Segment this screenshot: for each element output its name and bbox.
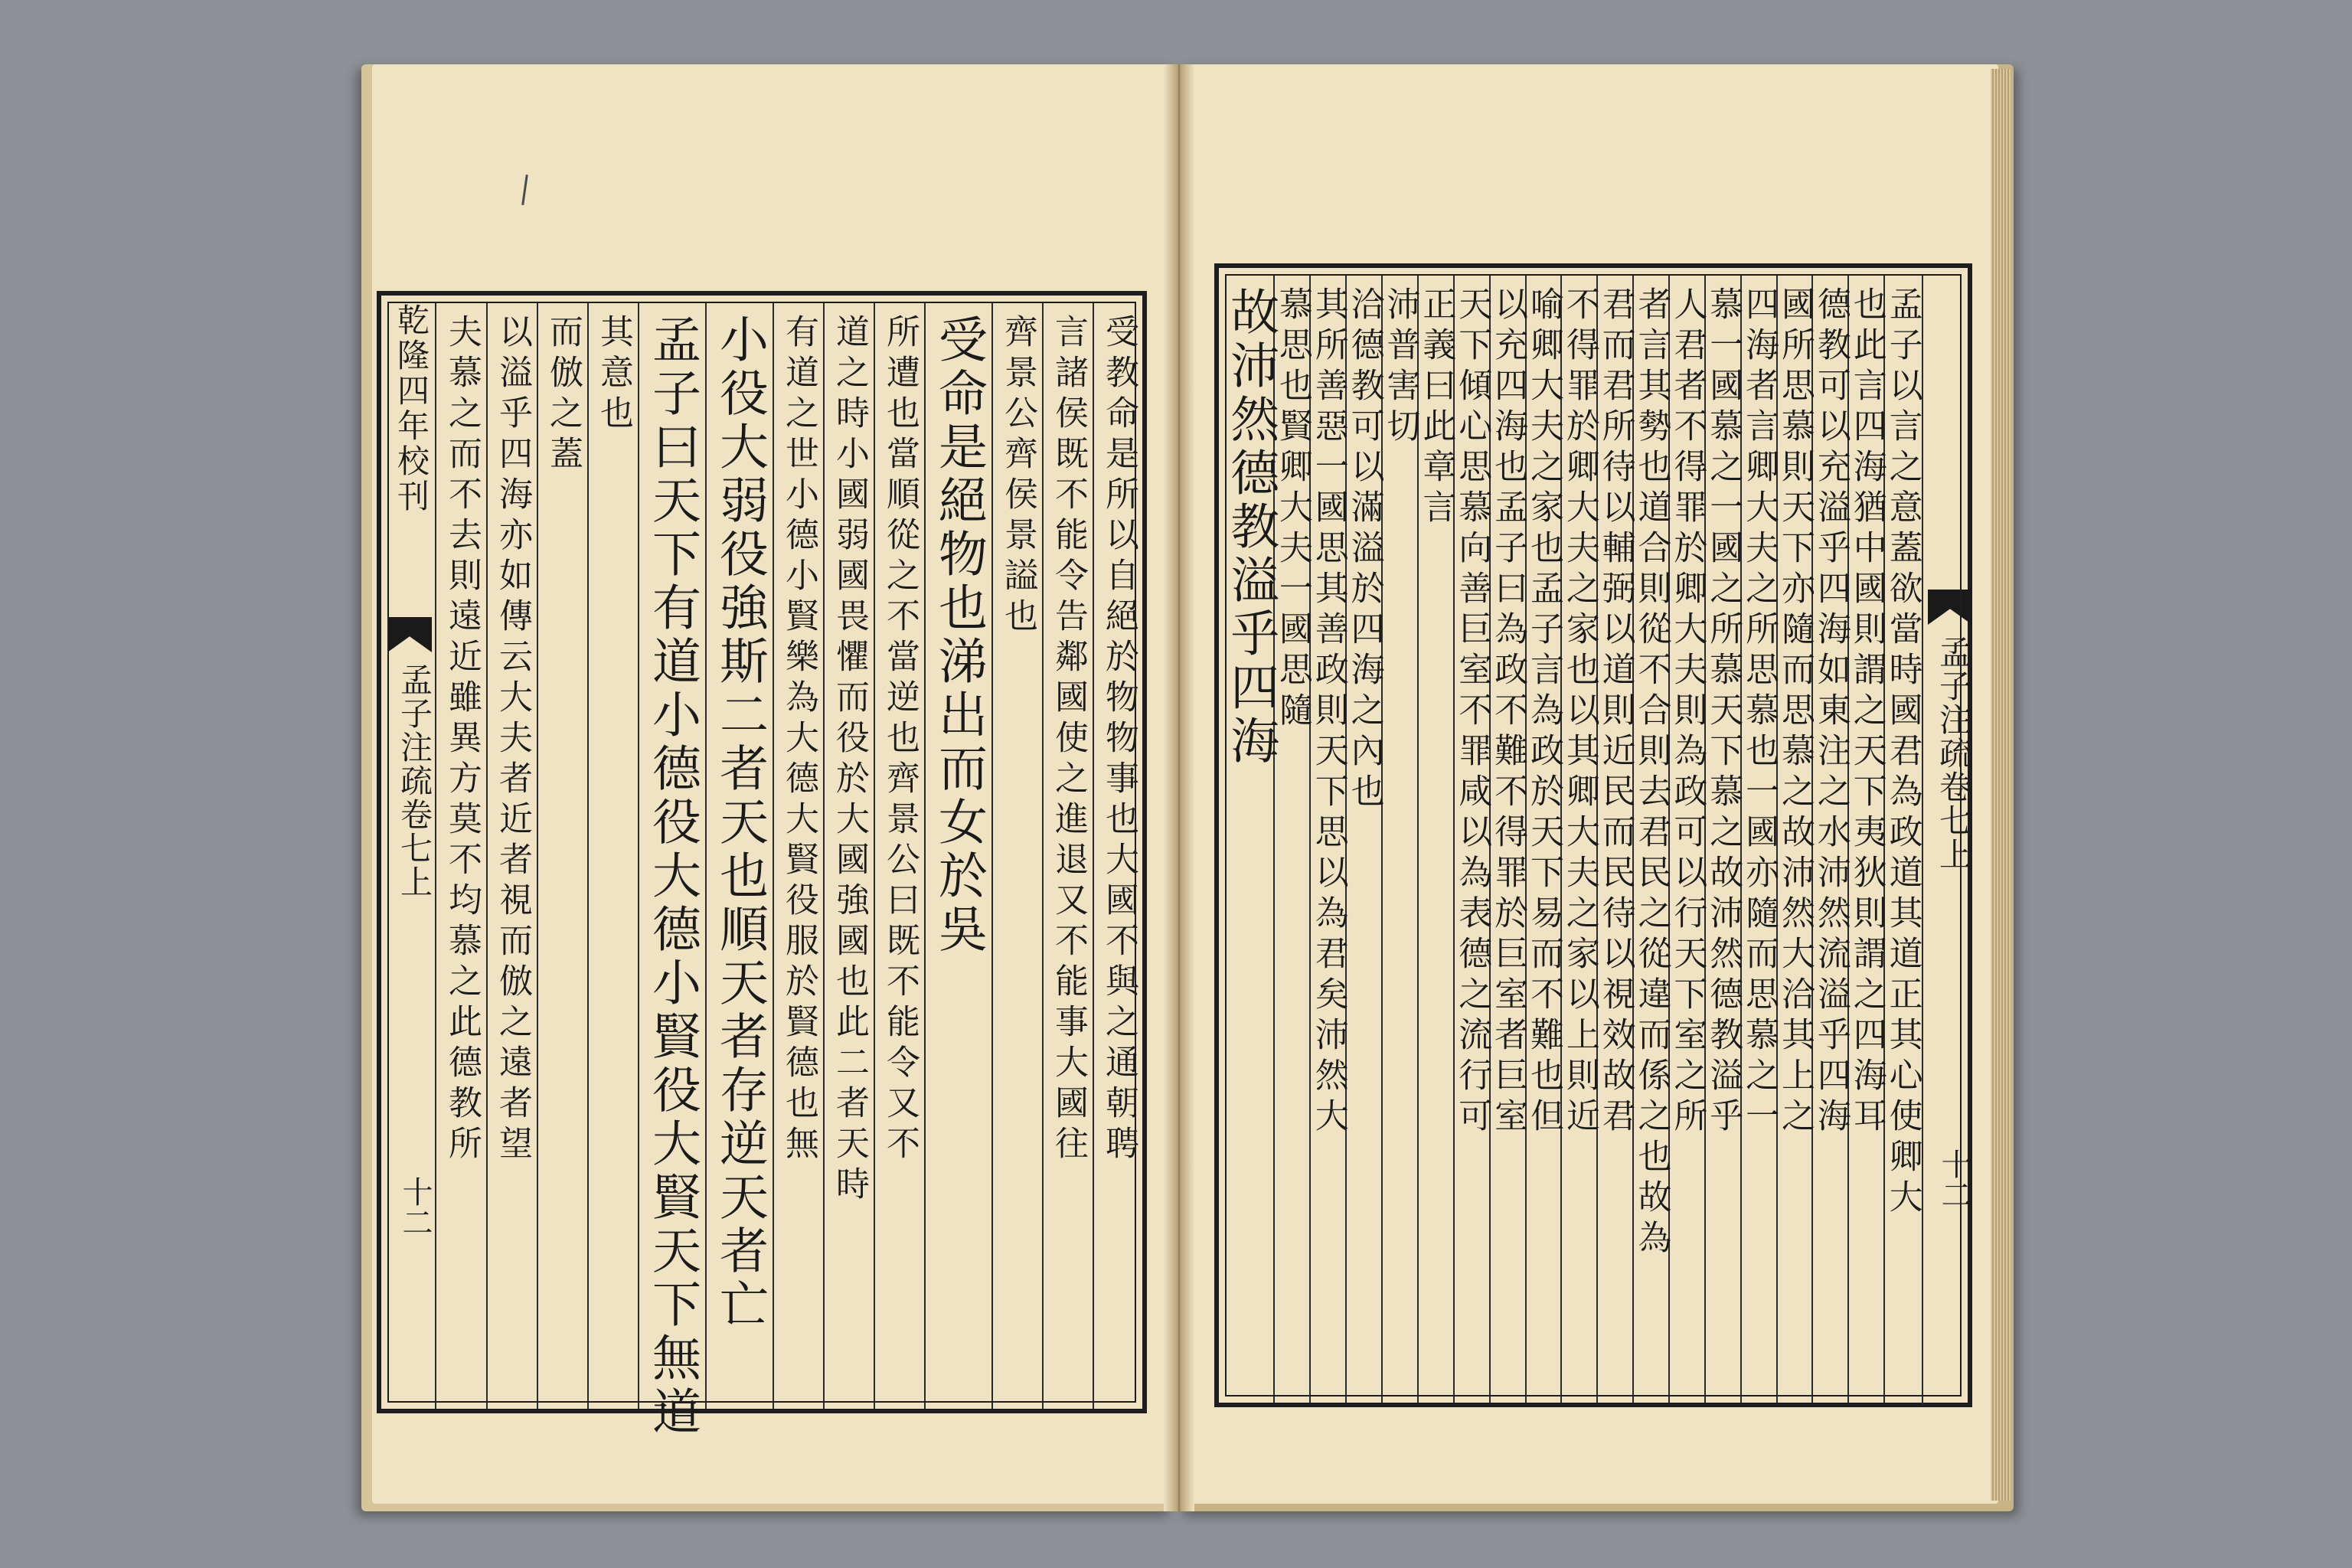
- column-rule: [924, 303, 926, 1409]
- column-rule: [1042, 303, 1044, 1409]
- commentary-column: 以充四海也孟子曰為政不難不得罪於巨室者巨室: [1488, 286, 1528, 1138]
- commentary-column: 也此言四海猶中國則謂之天下夷狄則謂之四海耳: [1847, 286, 1886, 1138]
- page-edges: [1991, 69, 2011, 1501]
- commentary-column: 其所善惡一國思其善政則天下思以為君矣沛然大: [1308, 286, 1348, 1138]
- commentary-column: 有道之世小德小賢樂為大德大賢役服於賢德也無: [779, 314, 818, 1166]
- column-rule: [823, 303, 825, 1409]
- column-rule: [537, 303, 538, 1409]
- column-rule: [1417, 276, 1419, 1403]
- column-rule: [1847, 276, 1849, 1403]
- fishtail-mark: [1928, 590, 1972, 625]
- column-rule: [1525, 276, 1527, 1403]
- right-text-block: [1214, 263, 1972, 1407]
- commentary-column: 齊景公齊侯景謚也: [998, 314, 1037, 639]
- commentary-column: 言諸侯既不能令告鄰國使之進退又不能事大國往: [1049, 314, 1088, 1166]
- margin-title: 孟子注疏卷七上: [1935, 635, 1972, 871]
- column-rule: [435, 302, 436, 1409]
- left-columns: [436, 303, 1144, 1439]
- commentary-column: 而倣之蓋: [544, 314, 583, 476]
- commentary-column: 夫慕之而不去則遠近雖異方莫不均慕之此德教所: [443, 314, 482, 1166]
- column-rule: [1668, 276, 1670, 1403]
- main-text-column: 受命是絕物也涕出而女於吳: [930, 314, 987, 957]
- column-rule: [638, 303, 639, 1409]
- commentary-column: 以溢乎四海亦如傳云大夫者近者視而倣之遠者望: [493, 314, 532, 1166]
- commentary-column: 天下傾心思慕向善巨室不罪咸以為表德之流行可: [1452, 286, 1492, 1138]
- commentary-column: 其意也: [594, 314, 633, 436]
- commentary-column: 四海者言卿大夫之所思慕也一國亦隨而思慕之一: [1740, 286, 1779, 1138]
- column-rule: [1632, 276, 1634, 1403]
- column-rule: [1560, 276, 1562, 1403]
- column-rule: [705, 303, 707, 1409]
- commentary-column: 德教可以充溢乎四海如東注之水沛然流溢乎四海: [1811, 286, 1851, 1138]
- column-rule: [1381, 276, 1383, 1403]
- commentary-column: 不得罪於卿大夫之家也以其卿大夫之家以上則近: [1560, 286, 1599, 1138]
- column-rule: [773, 303, 774, 1409]
- right-columns: [1222, 276, 1922, 1403]
- column-rule: [1273, 276, 1275, 1403]
- column-rule: [587, 303, 589, 1409]
- commentary-column: 正義曰此章言: [1416, 286, 1456, 530]
- column-rule: [1740, 276, 1742, 1403]
- column-rule: [1596, 276, 1598, 1403]
- column-rule: [486, 303, 488, 1409]
- commentary-column: 人君者不得罪於卿大夫則為政可以行天下室之所: [1668, 286, 1707, 1138]
- commentary-column: 沛普害切: [1380, 286, 1420, 449]
- commentary-column: 喻卿大夫之家也孟子言為政於天下易而不難也但: [1524, 286, 1563, 1138]
- commentary-column: 洽德教可以滿溢於四海之內也: [1344, 286, 1384, 814]
- column-rule: [1453, 276, 1455, 1403]
- folio-number: 十二: [1936, 1148, 1971, 1210]
- commentary-column: 所遭也當順從之不當逆也齊景公曰既不能令又不: [880, 314, 920, 1166]
- column-rule: [991, 303, 993, 1409]
- commentary-column: 受教命是所以自絕於物物事也大國不與之通朝聘: [1099, 314, 1138, 1166]
- column-rule: [1811, 276, 1813, 1403]
- commentary-column: 孟子以言之意蓋欲當時國君為政道其道正其心使卿大: [1883, 286, 1922, 1220]
- fishtail-mark: [387, 617, 432, 652]
- folio-number: 十二: [397, 1176, 433, 1237]
- imprint-label: 乾隆四年校刊: [393, 303, 430, 514]
- column-rule: [1704, 276, 1706, 1403]
- commentary-column: 道之時小國弱國畏懼而役於大國強國也此二者天時: [830, 314, 869, 1207]
- commentary-column: 國所思慕則天下亦隨而思慕之故沛然大洽其上之: [1775, 286, 1815, 1138]
- book-gutter: [1164, 64, 1194, 1511]
- commentary-column: 君而君所待以輔弼以道則近民而民待以視效故君: [1596, 286, 1635, 1138]
- column-rule: [1489, 276, 1491, 1403]
- commentary-column: 者言其勢也道合則從不合則去君民之從違而係之也故為: [1632, 286, 1671, 1260]
- column-rule: [1345, 276, 1347, 1403]
- margin-title: 孟子注疏卷七上: [396, 663, 433, 899]
- main-text-column: 小役大弱役強斯二者天也順天者存逆天者亡: [711, 314, 768, 1332]
- commentary-column: 慕一國慕之一國之所慕天下慕之故沛然德教溢乎: [1704, 286, 1743, 1138]
- column-rule: [1309, 276, 1311, 1403]
- column-rule: [1883, 276, 1885, 1403]
- commentary-column: 慕思也賢卿大夫一國思隨: [1272, 286, 1312, 733]
- column-rule: [874, 303, 875, 1409]
- left-text-block: [377, 291, 1147, 1439]
- column-rule: [1922, 274, 1923, 1404]
- column-rule: [1776, 276, 1778, 1403]
- main-text-column: 孟子曰天下有道小德役大德小賢役大賢天下無道: [644, 314, 701, 1439]
- main-text-column: 故沛然德教溢乎四海: [1222, 286, 1279, 769]
- column-rule: [1093, 303, 1094, 1409]
